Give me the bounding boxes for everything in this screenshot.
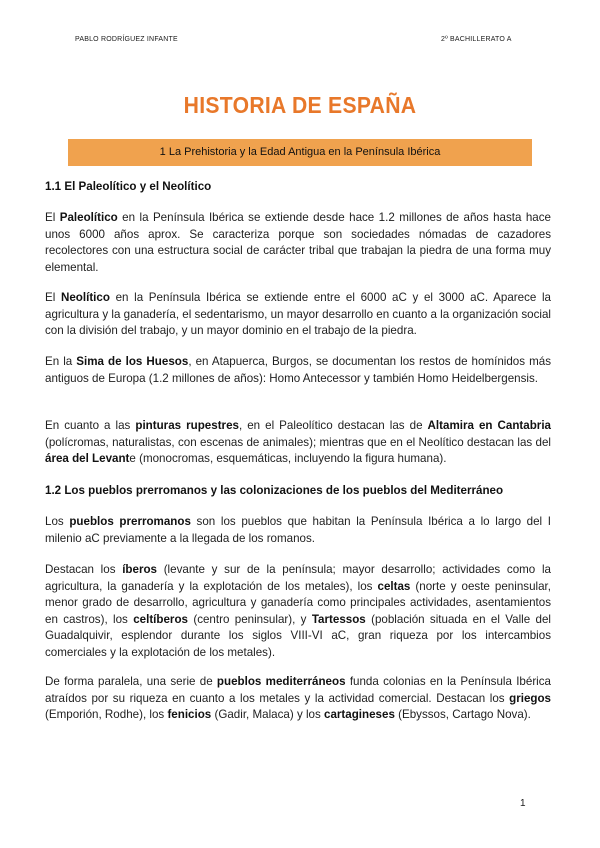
bold-term: Altamira en Cantabria (427, 419, 551, 432)
paragraph-pueblos (45, 562, 551, 661)
text-run: (Ebyssos, Cartago Nova). (394, 708, 531, 721)
bold-term: Sima de los Huesos (76, 355, 189, 368)
text-run: , en el Paleolítico destacan las de (238, 419, 428, 432)
chapter-banner (68, 139, 532, 166)
text-run: funda colonias en la Península Ibérica atraídos por su riqueza en cuanto a los metales y la actividad comercial. Destacan los (45, 675, 551, 705)
paragraph-prerromanos (45, 514, 551, 547)
bold-term: área del Levant (45, 452, 130, 465)
text-run: El (45, 211, 60, 224)
text-run: (levante y sur de la península; mayor desarrollo; actividades como la agricultura, la ganadería y la explotación de los metales), los (45, 563, 551, 593)
text-run: Los (45, 515, 70, 528)
bold-term: íberos (122, 563, 157, 576)
bold-term: celtas (377, 579, 411, 593)
bold-term: griegos (509, 691, 551, 705)
text-run: En la (45, 355, 77, 368)
bold-term: celtíberos (133, 612, 188, 626)
bold-term: cartagineses (324, 708, 395, 721)
text-run: , en Atapuerca, Burgos, se documentan los restos de homínidos más antiguos de Europa (1.2 millones de años): Homo Antecessor y también Homo Heidelbergensis. (45, 355, 551, 385)
paragraph-paleolitico (45, 210, 551, 276)
bold-term: fenicios (167, 708, 212, 721)
text-run: en la Península Ibérica se extiende entre el 6000 aC y el 3000 aC. Aparece la agricultura y la ganadería, el sedentarismo, un mayor desarrollo en cuanto a la organización social con la división del trabajo, y un mayor dominio en el trabajo de la piedra. (45, 291, 552, 337)
text-run: Destacan los (45, 563, 123, 576)
text-run: (polícromas, naturalistas, con escenas de animales); mientras que en el Neolítico destacan las del (45, 435, 551, 449)
header-course: 2º BACHILLERATO A (441, 36, 512, 43)
paragraph-colonizaciones (45, 674, 551, 724)
chapter-banner-text: 1 La Prehistoria y la Edad Antigua en la Península Ibérica (159, 146, 441, 158)
text-run: En cuanto a las (45, 419, 136, 432)
section-heading-1-1: 1.1 El Paleolítico y el Neolítico (45, 180, 212, 193)
bold-term: Neolítico (60, 291, 110, 304)
bold-term: pueblos mediterráneos (216, 675, 346, 688)
text-run: (centro peninsular), y (187, 612, 312, 626)
paragraph-pinturas (45, 418, 551, 468)
text-run: (población situada en el Valle del Guadalquivir, esplendor durante los siglos VIII-VI aC, gran riqueza por los intercambios comerciales y la explotación de los metales). (45, 612, 551, 659)
text-run: El (45, 291, 61, 304)
bold-term: pinturas rupestres (135, 419, 239, 432)
text-run: son los pueblos que habitan la Península Ibérica a lo largo del I milenio aC previamente a la llegada de los romanos. (45, 515, 551, 545)
document-title: HISTORIA DE ESPAÑA (183, 92, 417, 118)
text-run: en la Península Ibérica se extiende desde hace 1.2 millones de años hasta hace unos 6000 años aprox. Se caracteriza porque son sociedades nómadas de cazadores recolectores con una estructura social de carácter tribal que trabajan la piedra de una forma muy elemental. (45, 211, 552, 274)
bold-term: pueblos prerromanos (69, 515, 191, 528)
text-run: (norte y oeste peninsular, menor grado de desarrollo, agricultura y ganadería como principales actividades, asentamientos en castros), los (45, 579, 551, 626)
text-run: (Emporión, Rodhe), los (45, 708, 168, 721)
bold-term: Paleolítico (59, 211, 118, 224)
section-heading-1-2: 1.2 Los pueblos prerromanos y las colonizaciones de los pueblos del Mediterráneo (45, 484, 504, 497)
page-number: 1 (520, 798, 526, 809)
paragraph-neolitico (45, 290, 551, 340)
bold-term: Tartessos (311, 612, 366, 626)
text-run: De forma paralela, una serie de (45, 675, 217, 688)
paragraph-sima-huesos (45, 354, 551, 387)
text-run: e (monocromas, esquemáticas, incluyendo la figura humana). (129, 452, 447, 465)
header-author: PABLO RODRÍGUEZ INFANTE (75, 36, 178, 43)
text-run: (Gadir, Malaca) y los (211, 708, 324, 721)
